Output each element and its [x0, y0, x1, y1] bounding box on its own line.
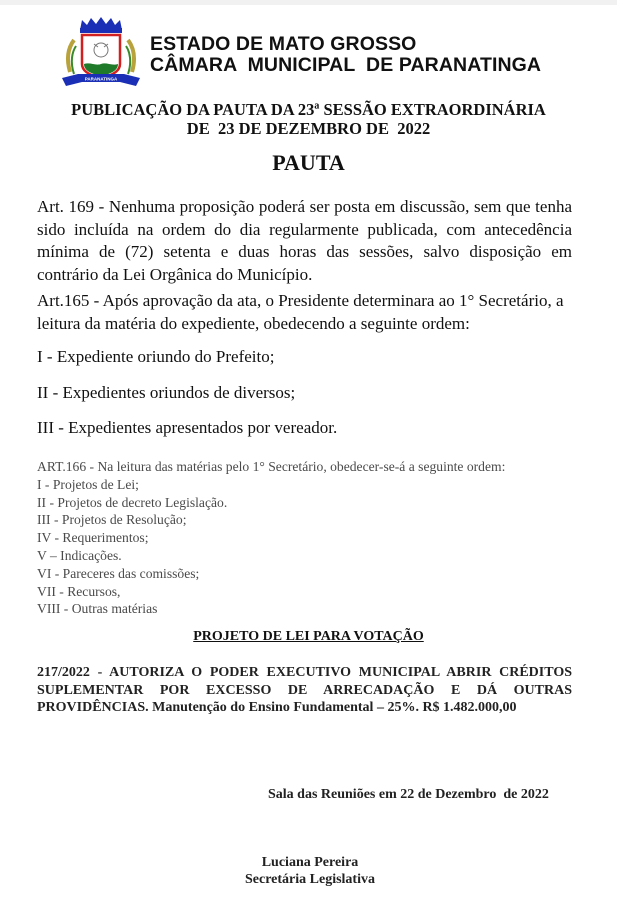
order-item: II - Projetos de decreto Legislação.: [37, 494, 228, 510]
bill-section-heading: PROJETO DE LEI PARA VOTAÇÃO: [193, 629, 424, 644]
page-top-band: [0, 0, 617, 5]
order-item: IV - Requerimentos;: [37, 530, 149, 546]
order-item: V – Indicações.: [37, 547, 122, 563]
order-item: VI - Pareceres das comissões;: [37, 565, 200, 581]
order-item: VIII - Outras matérias: [37, 601, 158, 617]
article-166-block: [37, 458, 505, 618]
article-169-paragraph: Art. 169 - Nenhuma proposição poderá ser posta em discussão, sem que tenha sido incluída na ordem do dia regularmente publicada, com antecedência mínima de (72) setenta e duas horas das sessões, salvo disposição em contrário da Lei Orgânica do Município.: [37, 197, 572, 284]
municipal-coat-of-arms-logo: [58, 14, 144, 90]
order-item: VII - Recursos,: [37, 583, 121, 599]
pauta-heading: PAUTA: [272, 150, 345, 175]
expediente-item: II - Expedientes oriundos de diversos;: [37, 383, 296, 402]
publication-title-line2: DE 23 DE DEZEMBRO DE 2022: [186, 119, 431, 138]
signer-role: Secretária Legislativa: [245, 872, 375, 887]
state-name: ESTADO DE MATO GROSSO: [150, 33, 417, 55]
publication-title-line1: PUBLICAÇÃO DA PAUTA DA 23ª SESSÃO EXTRAORDINÁRIA: [71, 100, 546, 119]
place-and-date: Sala das Reuniões em 22 de Dezembro de 2022: [268, 787, 549, 802]
order-item: I - Projetos de Lei;: [37, 476, 139, 492]
article-165-paragraph: Art.165 - Após aprovação da ata, o Presidente determinara ao 1° Secretário, a leitura da matéria do expediente, obedecendo a seguinte ordem:: [37, 291, 564, 333]
expediente-item: III - Expedientes apresentados por vereador.: [37, 418, 338, 437]
signer-name: Luciana Pereira: [261, 855, 359, 870]
bill-description: 217/2022 - AUTORIZA O PODER EXECUTIVO MUNICIPAL ABRIR CRÉDITOS SUPLEMENTAR POR EXCESSO DE ARRECADAÇÃO E DÁ OUTRAS PROVIDÊNCIAS. Manutenção do Ensino Fundamental – 25%. R$ 1.482.000,00: [37, 665, 572, 716]
chamber-name: CÂMARA MUNICIPAL DE PARANATINGA: [150, 54, 542, 76]
seal-ribbon-text: PARANATINGA: [84, 76, 118, 82]
order-item: III - Projetos de Resolução;: [37, 512, 187, 528]
expediente-item: I - Expediente oriundo do Prefeito;: [37, 347, 275, 366]
article-166-intro: ART.166 - Na leitura das matérias pelo 1° Secretário, obedecer-se-á a seguinte ordem:: [37, 459, 506, 474]
